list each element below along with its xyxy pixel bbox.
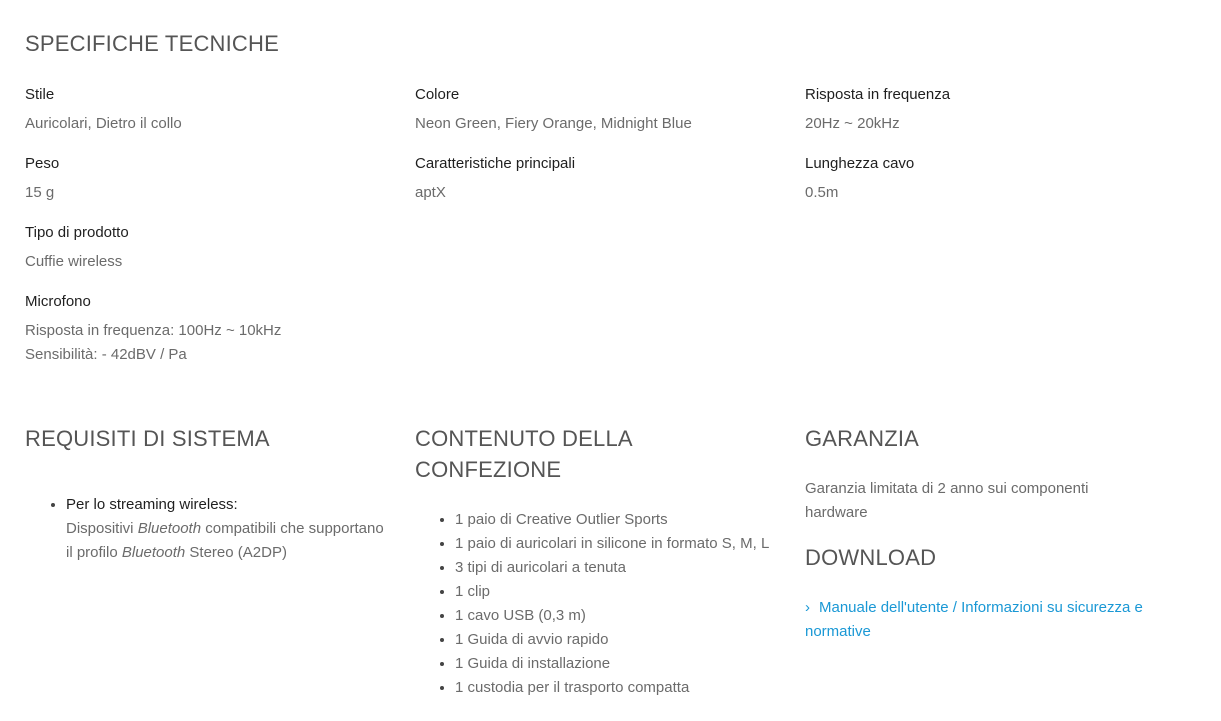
list-item: • 1 paio di auricolari in silicone in formato S, M, L — [455, 532, 835, 556]
box-contents-list — [415, 508, 835, 700]
spec-value-line: Sensibilità: - 42dBV / Pa — [25, 346, 187, 363]
spec-value-line: Risposta in frequenza: 100Hz ~ 10kHz — [25, 322, 282, 339]
requirement-text — [66, 520, 384, 561]
requirements-list — [25, 493, 386, 565]
spec-label: Tipo di prodotto — [25, 224, 129, 241]
text-em: Bluetooth — [121, 544, 186, 561]
list-item: • 1 Guida di installazione — [455, 652, 835, 676]
spec-value: Cuffie wireless — [25, 253, 123, 270]
spec-value: Auricolari, Dietro il collo — [25, 115, 182, 132]
spec-value: aptX — [415, 184, 446, 201]
spec-item-colore — [415, 84, 775, 153]
requirement-heading: Per lo streaming wireless: — [66, 496, 238, 513]
spec-value: 0.5m — [805, 184, 839, 201]
spec-item-risposta — [805, 84, 1165, 153]
list-item: • 1 clip — [455, 580, 835, 604]
list-item: • 1 cavo USB (0,3 m) — [455, 604, 835, 628]
spec-label: Microfono — [25, 293, 91, 310]
spec-column-2 — [415, 84, 775, 222]
download-title: DOWNLOAD — [805, 545, 937, 570]
spec-item-microfono — [25, 291, 385, 367]
spec-label: Stile — [25, 86, 55, 103]
spec-item-peso — [25, 153, 385, 222]
manual-download-link[interactable] — [805, 596, 1175, 644]
list-item: • 1 Guida di avvio rapido — [455, 628, 835, 652]
spec-item-cavo — [805, 153, 1165, 222]
requirements-title: REQUISITI DI SISTEMA — [25, 426, 270, 451]
spec-value: 15 g — [25, 184, 55, 201]
text-part: Stereo (A2DP) — [185, 544, 287, 561]
text-em: Bluetooth — [137, 520, 202, 537]
box-contents-title: CONTENUTO DELLA CONFEZIONE — [415, 426, 632, 482]
list-item: • 1 paio di Creative Outlier Sports — [455, 508, 835, 532]
specs-title: SPECIFICHE TECNICHE — [25, 31, 279, 56]
chevron-right-icon: › — [805, 599, 810, 616]
spec-label: Colore — [415, 86, 460, 103]
list-item: • 1 custodia per il trasporto compatta — [455, 676, 835, 700]
spec-label: Lunghezza cavo — [805, 155, 915, 172]
spec-column-3 — [805, 84, 1165, 222]
spec-value: 20Hz ~ 20kHz — [805, 115, 900, 132]
spec-value: Neon Green, Fiery Orange, Midnight Blue — [415, 115, 692, 132]
warranty-title: GARANZIA — [805, 426, 920, 451]
spec-item-tipo — [25, 222, 385, 291]
list-item: • 3 tipi di auricolari a tenuta — [455, 556, 835, 580]
spec-label: Risposta in frequenza — [805, 86, 951, 103]
spec-item-stile — [25, 84, 385, 153]
spec-item-caratteristiche — [415, 153, 775, 222]
warranty-text: Garanzia limitata di 2 anno sui componenti hardware — [805, 480, 1089, 521]
spec-column-1 — [25, 84, 385, 367]
spec-value — [25, 319, 385, 367]
text-part: Dispositivi — [66, 520, 138, 537]
spec-label: Caratteristiche principali — [415, 155, 576, 172]
spec-label: Peso — [25, 155, 60, 172]
list-item — [66, 493, 386, 565]
manual-download-link-label: Manuale dell'utente / Informazioni su sicurezza e normative — [805, 599, 1143, 640]
text-part: compatibili che supportano il profilo — [66, 520, 384, 561]
